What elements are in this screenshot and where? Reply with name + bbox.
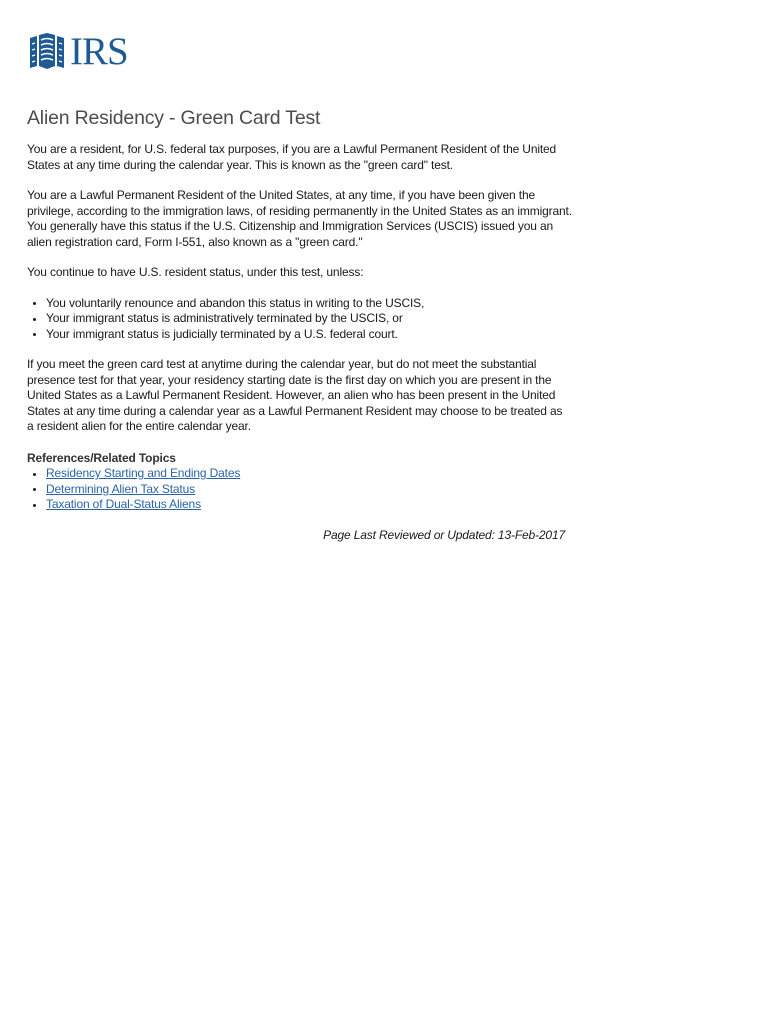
document-page <box>27 32 572 543</box>
page-title: Alien Residency - Green Card Test <box>27 107 321 129</box>
irs-eagle-logo-icon <box>27 32 67 72</box>
irs-logo[interactable] <box>27 32 572 72</box>
paragraph-resident-status-unless: You continue to have U.S. resident status, under this test, unless: <box>27 265 364 279</box>
list-item: Your immigrant status is administratively terminated by the USCIS, or <box>27 311 572 327</box>
references-heading: References/Related Topics <box>27 450 176 465</box>
paragraph-residency-starting-date: If you meet the green card test at anytime during the calendar year, but do not meet the substantial presence test for that year, your residency starting date is the first day on which you are present in the United States as a Lawful Permanent Resident. However, an alien who has been present in the United States at any time during a calendar year as a Lawful Permanent Resident may choose to be treated as a resident alien for the entire calendar year. <box>27 357 563 433</box>
logo-wordmark: IRS <box>70 30 128 73</box>
link-dual-status[interactable]: Taxation of Dual-Status Aliens <box>46 497 201 511</box>
last-updated: Page Last Reviewed or Updated: 13-Feb-2017 <box>323 527 565 542</box>
paragraph-lawful-permanent-resident: You are a Lawful Permanent Resident of the United States, at any time, if you have been given the privilege, according to the immigration laws, of residing permanently in the United States as an immigrant. You generally have this status if the U.S. Citizenship and Immigration Services (USCIS) issued you an alien registration card, Form I-551, also known as a "green card." <box>27 188 572 249</box>
reference-item <box>27 466 572 482</box>
paragraph-green-card-definition: You are a resident, for U.S. federal tax purposes, if you are a Lawful Permanent Resident of the United States at any time during the calendar year. This is known as the "green card" test. <box>27 142 557 172</box>
references-list <box>27 466 572 513</box>
reference-item <box>27 482 572 498</box>
list-item: You voluntarily renounce and abandon this status in writing to the USCIS, <box>27 296 572 312</box>
link-residency-dates[interactable]: Residency Starting and Ending Dates <box>46 466 241 480</box>
reference-item <box>27 497 572 513</box>
list-item: Your immigrant status is judicially terminated by a U.S. federal court. <box>27 327 572 343</box>
conditions-list <box>27 296 572 343</box>
link-determining-status[interactable]: Determining Alien Tax Status <box>46 481 195 496</box>
